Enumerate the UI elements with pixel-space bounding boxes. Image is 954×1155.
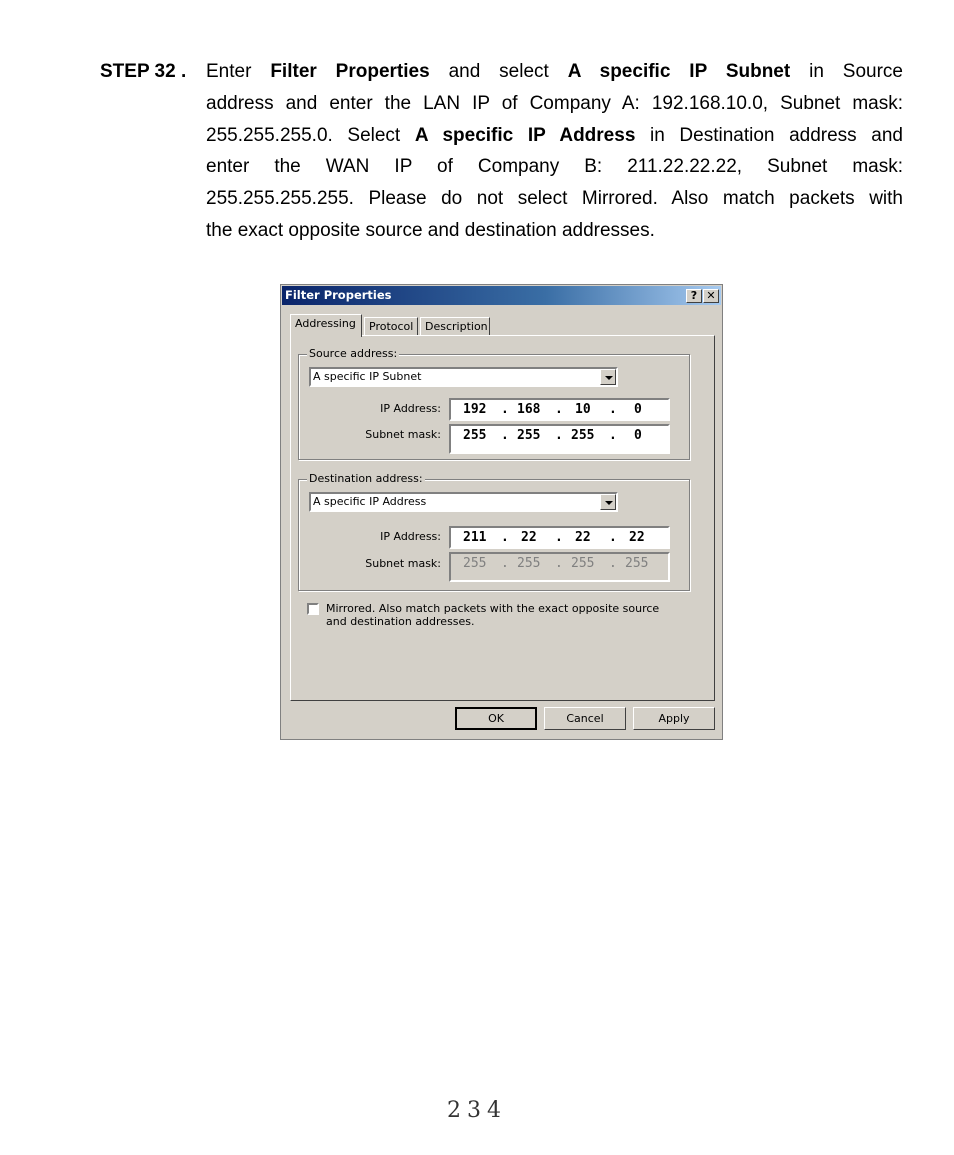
dialog-title: Filter Properties bbox=[285, 288, 392, 302]
chevron-down-icon[interactable] bbox=[600, 494, 616, 510]
page-number: 234 bbox=[447, 1098, 507, 1123]
tab-description[interactable]: Description bbox=[420, 317, 490, 336]
source-ip-input[interactable]: 192 . 168 . 10 . 0 bbox=[449, 398, 670, 421]
dialog-title-bar[interactable] bbox=[282, 286, 721, 305]
tab-addressing[interactable]: Addressing bbox=[290, 314, 362, 337]
source-mask-input[interactable]: 255 . 255 . 255 . 0 bbox=[449, 424, 670, 454]
destination-address-legend: Destination address: bbox=[309, 472, 423, 485]
step-line: enter the WAN IP of Company B: 211.22.22.22, Subnet mask: bbox=[206, 156, 903, 178]
destination-address-value: A specific IP Address bbox=[313, 495, 427, 508]
destination-mask-label: Subnet mask: bbox=[365, 557, 441, 570]
destination-mask-input: 255 . 255 . 255 . 255 bbox=[449, 552, 670, 582]
destination-ip-label: IP Address: bbox=[380, 530, 441, 543]
mirrored-label[interactable]: Mirrored. Also match packets with the exact opposite source and destination addresses. bbox=[326, 602, 660, 628]
chevron-down-icon[interactable] bbox=[600, 369, 616, 385]
source-address-value: A specific IP Subnet bbox=[313, 370, 422, 383]
close-button[interactable]: ✕ bbox=[703, 289, 719, 303]
destination-address-group bbox=[298, 472, 690, 591]
ok-button[interactable]: OK bbox=[455, 707, 537, 730]
help-button[interactable]: ? bbox=[686, 289, 702, 303]
source-address-legend: Source address: bbox=[309, 347, 398, 360]
destination-address-select[interactable] bbox=[309, 492, 618, 512]
tab-protocol[interactable]: Protocol bbox=[364, 317, 418, 336]
cancel-button[interactable]: Cancel bbox=[544, 707, 626, 730]
apply-button[interactable]: Apply bbox=[633, 707, 715, 730]
mirrored-checkbox[interactable] bbox=[307, 603, 319, 615]
step-instructions bbox=[206, 56, 903, 247]
source-address-group bbox=[298, 347, 690, 460]
step-line: address and enter the LAN IP of Company A: 192.168.10.0, Subnet mask: bbox=[206, 92, 903, 114]
source-address-select[interactable] bbox=[309, 367, 618, 387]
step-line: 255.255.255.255. Please do not select Mirrored. Also match packets with bbox=[206, 188, 903, 210]
step-line: 255.255.255.0. Select A specific IP Address in Destination address and bbox=[206, 124, 903, 146]
source-mask-label: Subnet mask: bbox=[365, 428, 441, 441]
filter-properties-dialog bbox=[280, 284, 723, 740]
step-label: STEP 32 . bbox=[100, 61, 187, 82]
step-line: Enter Filter Properties and select A specific IP Subnet in Source bbox=[206, 61, 903, 82]
step-line: the exact opposite source and destination addresses. bbox=[206, 219, 655, 241]
source-ip-label: IP Address: bbox=[380, 402, 441, 415]
destination-ip-input[interactable]: 211 . 22 . 22 . 22 bbox=[449, 526, 670, 549]
